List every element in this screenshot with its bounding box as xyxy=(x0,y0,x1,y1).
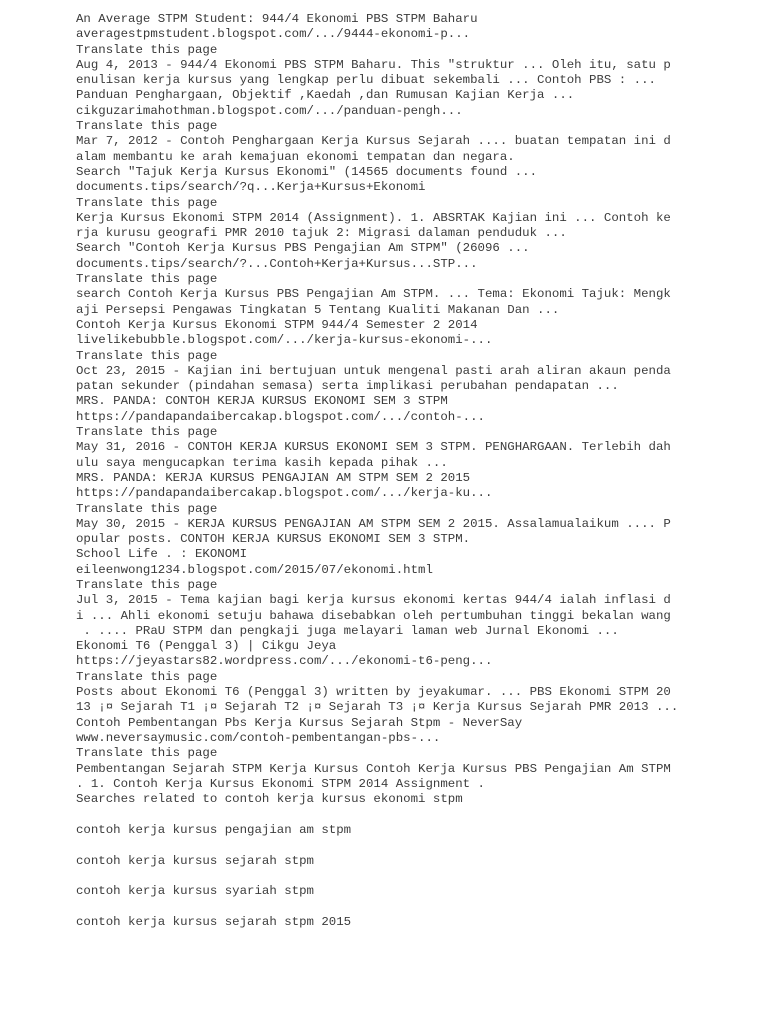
result-snippet-line: Aug 4, 2013 - 944/4 Ekonomi PBS STPM Baharu. This "struktur ... Oleh itu, satu p xyxy=(76,57,671,72)
search-result xyxy=(76,394,676,470)
translate-link[interactable]: Translate this page xyxy=(76,501,218,516)
result-snippet-line: Oct 23, 2015 - Kajian ini bertujuan untuk mengenal pasti arah aliran akaun penda xyxy=(76,363,671,378)
result-title-link[interactable]: Ekonomi T6 (Penggal 3) | Cikgu Jeya xyxy=(76,639,337,654)
result-snippet-line: i ... Ahli ekonomi setuju bahawa disebabkan oleh pertumbuhan tinggi bekalan wang xyxy=(76,608,671,623)
result-title-link[interactable]: Search "Contoh Kerja Kursus PBS Pengajian Am STPM" (26096 ... xyxy=(76,241,530,256)
related-searches-list xyxy=(76,823,676,930)
search-results-page xyxy=(76,12,679,946)
result-url: documents.tips/search/?...Contoh+Kerja+Kursus...STP... xyxy=(76,256,478,271)
result-title-link[interactable]: MRS. PANDA: KERJA KURSUS PENGAJIAN AM STPM SEM 2 2015 xyxy=(76,470,471,485)
search-result xyxy=(76,165,676,241)
translate-link[interactable]: Translate this page xyxy=(76,195,218,210)
translate-link[interactable]: Translate this page xyxy=(76,348,218,363)
translate-link[interactable]: Translate this page xyxy=(76,119,218,134)
search-result xyxy=(76,104,676,165)
translate-link[interactable]: Translate this page xyxy=(76,577,218,592)
result-snippet-line: aji Persepsi Pengawas Tingkatan 5 Tentang Kualiti Makanan Dan ... xyxy=(76,302,560,317)
result-url: averagestpmstudent.blogspot.com/.../9444-ekonomi-p... xyxy=(76,27,471,42)
result-snippet-line: Posts about Ekonomi T6 (Penggal 3) written by jeyakumar. ... PBS Ekonomi STPM 20 xyxy=(76,685,671,700)
translate-link[interactable]: Translate this page xyxy=(76,669,218,684)
translate-link[interactable]: Translate this page xyxy=(76,42,218,57)
translate-link[interactable]: Translate this page xyxy=(76,272,218,287)
result-snippet-line: Mar 7, 2012 - Contoh Penghargaan Kerja Kursus Sejarah .... buatan tempatan ini d xyxy=(76,134,671,149)
translate-link[interactable]: Translate this page xyxy=(76,425,218,440)
result-url: https://jeyastars82.wordpress.com/.../ekonomi-t6-peng... xyxy=(76,654,493,669)
result-snippet-line: patan sekunder (pindahan semasa) serta implikasi perubahan pendapatan ... xyxy=(76,379,619,394)
result-title-link[interactable]: Contoh Pembentangan Pbs Kerja Kursus Sejarah Stpm - NeverSay xyxy=(76,715,523,730)
related-search-link[interactable]: contoh kerja kursus syariah stpm xyxy=(76,884,314,899)
result-url: https://pandapandaibercakap.blogspot.com/.../kerja-ku... xyxy=(76,486,493,501)
result-snippet-line: May 30, 2015 - KERJA KURSUS PENGAJIAN AM STPM SEM 2 2015. Assalamualaikum .... P xyxy=(76,516,671,531)
result-snippet-line: Jul 3, 2015 - Tema kajian bagi kerja kursus ekonomi kertas 944/4 ialah inflasi d xyxy=(76,593,671,608)
result-snippet-line: rja kurusu geografi PMR 2010 tajuk 2: Migrasi dalaman penduduk ... xyxy=(76,226,567,241)
search-result xyxy=(76,12,676,104)
result-url: livelikebubble.blogspot.com/.../kerja-kursus-ekonomi-... xyxy=(76,333,493,348)
result-title-link[interactable]: MRS. PANDA: CONTOH KERJA KURSUS EKONOMI SEM 3 STPM xyxy=(76,394,448,409)
result-snippet-line: Pembentangan Sejarah STPM Kerja Kursus Contoh Kerja Kursus PBS Pengajian Am STPM xyxy=(76,761,671,776)
related-search-link[interactable]: contoh kerja kursus sejarah stpm xyxy=(76,853,314,868)
result-title-link[interactable]: School Life . : EKONOMI xyxy=(76,547,248,562)
result-snippet-line: ulu saya mengucapkan terima kasih kepada pihak ... xyxy=(76,455,448,470)
result-snippet-line: . 1. Contoh Kerja Kursus Ekonomi STPM 2014 Assignment . xyxy=(76,776,485,791)
related-searches-heading: Searches related to contoh kerja kursus ekonomi stpm xyxy=(76,792,463,807)
search-result xyxy=(76,716,676,792)
result-snippet-line: . .... PRaU STPM dan pengkaji juga melayari laman web Jurnal Ekonomi ... xyxy=(76,623,619,638)
result-url[interactable]: cikguzarimahothman.blogspot.com/.../panduan-pengh... xyxy=(76,103,463,118)
result-url: www.neversaymusic.com/contoh-pembentangan-pbs-... xyxy=(76,730,441,745)
result-snippet-line: 13 ¡¤ Sejarah T1 ¡¤ Sejarah T2 ¡¤ Sejarah T3 ¡¤ Kerja Kursus Sejarah PMR 2013 ... xyxy=(76,700,679,715)
result-snippet-line: enulisan kerja kursus yang lengkap perlu dibuat sekembali ... Contoh PBS : ... xyxy=(76,73,656,88)
search-result xyxy=(76,547,676,639)
result-snippet-line: Panduan Penghargaan, Objektif ,Kaedah ,dan Rumusan Kajian Kerja ... xyxy=(76,88,575,103)
result-snippet-line: alam membantu ke arah kemajuan ekonomi tempatan dan negara. xyxy=(76,149,515,164)
related-search-link[interactable]: contoh kerja kursus sejarah stpm 2015 xyxy=(76,914,352,929)
result-url: documents.tips/search/?q...Kerja+Kursus+Ekonomi xyxy=(76,180,426,195)
result-snippet-line: opular posts. CONTOH KERJA KURSUS EKONOMI SEM 3 STPM. xyxy=(76,532,471,547)
result-snippet-line: search Contoh Kerja Kursus PBS Pengajian Am STPM. ... Tema: Ekonomi Tajuk: Mengk xyxy=(76,287,671,302)
result-snippet-line: Kerja Kursus Ekonomi STPM 2014 (Assignment). 1. ABSRTAK Kajian ini ... Contoh ke xyxy=(76,210,671,225)
search-result xyxy=(76,639,679,715)
translate-link[interactable]: Translate this page xyxy=(76,746,218,761)
search-result xyxy=(76,318,676,394)
result-title-link[interactable]: Contoh Kerja Kursus Ekonomi STPM 944/4 Semester 2 2014 xyxy=(76,317,478,332)
result-url: eileenwong1234.blogspot.com/2015/07/ekonomi.html xyxy=(76,562,433,577)
result-title-link[interactable]: An Average STPM Student: 944/4 Ekonomi PBS STPM Baharu xyxy=(76,12,478,26)
result-snippet-line: May 31, 2016 - CONTOH KERJA KURSUS EKONOMI SEM 3 STPM. PENGHARGAAN. Terlebih dah xyxy=(76,440,671,455)
related-searches xyxy=(76,792,676,930)
result-url: https://pandapandaibercakap.blogspot.com/.../contoh-... xyxy=(76,409,485,424)
result-title-link[interactable]: Search "Tajuk Kerja Kursus Ekonomi" (14565 documents found ... xyxy=(76,164,538,179)
search-result xyxy=(76,471,676,547)
search-result xyxy=(76,241,676,317)
related-search-link[interactable]: contoh kerja kursus pengajian am stpm xyxy=(76,822,352,837)
